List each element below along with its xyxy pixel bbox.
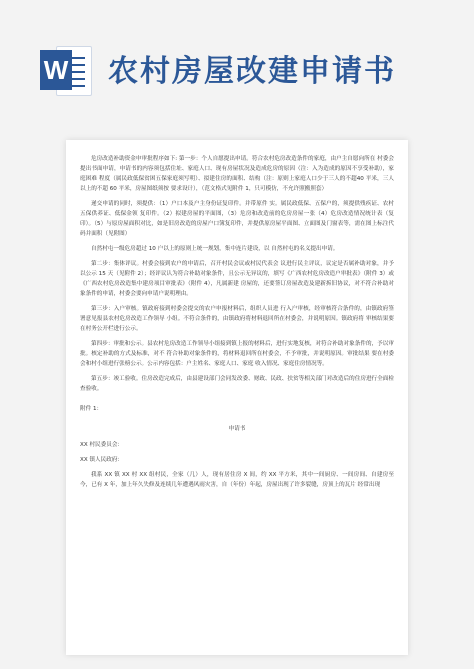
header-banner	[0, 0, 474, 120]
word-icon	[40, 42, 92, 98]
document-page	[66, 140, 408, 655]
paragraph-step-1: 危房改造补助资金申审批程序如下: 第一步：个人自愿提出申请。符合农村危房改造条件的家庭，由户主自愿向所在 村委会提出书面申请，申请书的内容须包括住址、家庭人口、现有房屋状况及造成危房的原因（注：入为造成的原因不享受补助），家庭困难 程度（属民政低保贫困五保家庭须写明）、拟建住房的面积、结构（注：原则上家庭人口少于三人的不超40 平米，三人以上的不超 60 平米，房屋图纸须按 要求设计），（范文格式见附件 1，只可模仿，不允许照搬照套）	[80, 156, 394, 192]
letter-body: 我系 XX 镇 XX 村 XX 组村民，全家（几）人，现有居住房 X 间，约 XX 平方米，其中一间厨房、一间房间、自建房至今，已有 X 年，加上年久失修及连续几年遭遇风雨灾害，自（年份）年起，房屋出现了许多裂缝，房顶上的瓦片 经常出现	[80, 472, 394, 488]
paragraph-step-3: 第三步：入户审核。镇政府接到村委会提交的农户申报材料后，组织人员进 行入户审核，经审核符合条件的，由镇政府签署意见报县农村危房改造工作领导 小组。不符合条件的，由镇政府将材料退回所在村委会，并说明原因。镇政府将 审核结果要在村务公开栏进行公示。	[80, 306, 394, 332]
paragraph-step-5: 第五步：竣工验收。住房改造完成后，由县建设部门会同发改委、财政、民政、扶贫等相关部门对改造后的住房进行全面检查验收。	[80, 376, 394, 392]
salutation-village: XX 村民委员会：	[80, 442, 124, 448]
salutation-town: XX 镇人民政府：	[80, 457, 124, 463]
paragraph-materials: 递交申请的同时，须提供：（1）户口本及户主身份证复印件。并带原件 实。属民政低保、五保户的，须提供残疾证、农村五保供养证、低保金领 复印件。（2）拟建房屋的平面图，（3）危房和改造前的危房房屋一张（4）危房改造情况统计表（复印）。（5）与原房屋面积对比，如是旧房改造的房屋户口簿复印件，并提供原房屋平面图、立面图及门窗表等，需在图上标注代码并面积（见附图）	[80, 201, 394, 237]
paragraph-village: 自然村屯一级危房超过 10 户以上的原则上统一规划，集中连片建设，以 自然村屯的名义提出申请。	[91, 246, 339, 252]
attachment-label: 附件 1：	[80, 406, 103, 412]
letter-title: 申请书	[228, 426, 246, 432]
paragraph-step-2: 第二步：集体评议。村委会接到农户的申请后，召开村民会议或村民代表会 议进行民主评议，议定是否属补助对象，并予以公示 15 天（见附件 2）；经评议认为符合补助对象条件，且公示无异议的，填写《广西农村危房改造户审批表》（附件 3）或《广西农村危房改造集中建房项目审批表》（附件 4），凡属新建 房屋的，还要签订房屋改造及建新拆旧协议，对不符合补助对象条件的申请，村委会要向申请户说明理由。	[80, 261, 394, 297]
word-letter-badge: W	[40, 50, 72, 90]
page-title: 农村房屋改建申请书	[108, 54, 396, 89]
paragraph-step-4: 第四步：审批和公示。县农村危房改造工作领导小组接到镇上报的材料后，进行实地复核，对符合补助对象条件的，予以审批。核定补助的方式及标准，对不 符合补助对象条件的，将材料退回所在村委会，不予审批，并说明原因。审批结果 要在村委会和村小组进行张榜公示。公示内容包括：户主姓名、家庭人口、家庭 收入情况、家庭住房情况等。	[80, 341, 394, 367]
document-body	[80, 154, 394, 495]
